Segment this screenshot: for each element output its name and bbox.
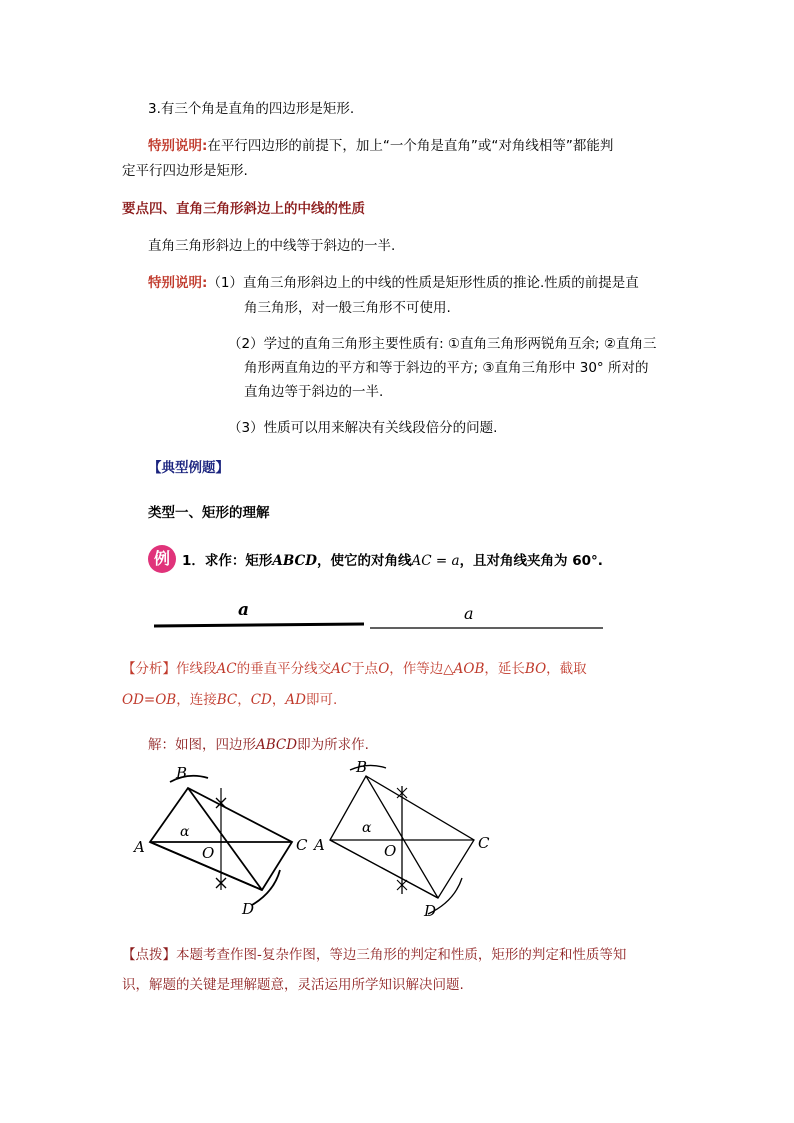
note-2-point-3: （3）性质可以用来解决有关线段倍分的问题. — [228, 420, 498, 436]
note-text: 在平行四边形的前提下，加上“一个角是直角”或“对角线相等”都能判 — [207, 138, 614, 154]
label-d: D — [242, 900, 255, 918]
tip-line-1: 【点拨】本题考查作图-复杂作图，等边三角形的判定和性质，矩形的判定和性质等知 — [122, 947, 627, 963]
note-2-point-2-line-2: 角形两直角边的平方和等于斜边的平方; ③直角三角形中 30° 所对的 — [244, 360, 649, 376]
analysis-line-2: OD=OB，连接BC，CD，AD即可. — [122, 692, 338, 708]
segment-left — [154, 624, 364, 626]
type-heading: 类型一、矩形的理解 — [148, 505, 270, 521]
segment-left-label: a — [238, 600, 250, 620]
note-2-point-2-line-3: 直角边等于斜边的一半. — [244, 384, 384, 400]
label-alpha: α — [180, 824, 190, 840]
label-o: O — [202, 844, 215, 862]
given-segments — [150, 595, 610, 640]
note-label: 特别说明: — [148, 138, 208, 154]
note-text: （1）直角三角形斜边上的中线的性质是矩形性质的推论.性质的前提是直 — [207, 275, 639, 291]
note-2-line-1 — [148, 275, 639, 291]
section-body: 直角三角形斜边上的中线等于斜边的一半. — [148, 238, 396, 254]
segment-right-label: a — [464, 604, 474, 623]
figure-left — [130, 760, 320, 920]
label-o: O — [384, 842, 397, 860]
label-alpha: α — [362, 820, 372, 836]
note-1-line-1 — [148, 138, 613, 154]
note-1-line-2: 定平行四边形是矩形. — [122, 163, 248, 179]
example-badge: 例 — [148, 545, 176, 573]
example-1-text: 1．求作：矩形ABCD，使它的对角线AC = a，且对角线夹角为 60°. — [182, 553, 603, 569]
solution-line: 解：如图，四边形ABCD即为所求作. — [148, 737, 369, 753]
tip-line-2: 识，解题的关键是理解题意，灵活运用所学知识解决问题. — [122, 977, 464, 993]
label-a: A — [314, 836, 325, 854]
label-a: A — [134, 838, 145, 856]
note-label: 特别说明: — [148, 275, 208, 291]
label-b: B — [356, 758, 368, 776]
label-c: C — [296, 836, 308, 854]
section-heading: 要点四、直角三角形斜边上的中线的性质 — [122, 201, 365, 217]
figure-right — [310, 758, 500, 920]
label-d: D — [424, 902, 437, 920]
analysis-line-1: 【分析】作线段AC的垂直平分线交AC于点O，作等边△AOB，延长BO，截取 — [122, 661, 587, 677]
item-3: 3.有三个角是直角的四边形是矩形. — [148, 101, 355, 117]
examples-heading: 【典型例题】 — [148, 460, 229, 476]
note-2-line-2: 角三角形，对一般三角形不可使用. — [244, 300, 451, 316]
label-c: C — [478, 834, 490, 852]
note-2-point-2-line-1: （2）学过的直角三角形主要性质有: ①直角三角形两锐角互余; ②直角三 — [228, 336, 657, 352]
label-b: B — [176, 764, 188, 782]
